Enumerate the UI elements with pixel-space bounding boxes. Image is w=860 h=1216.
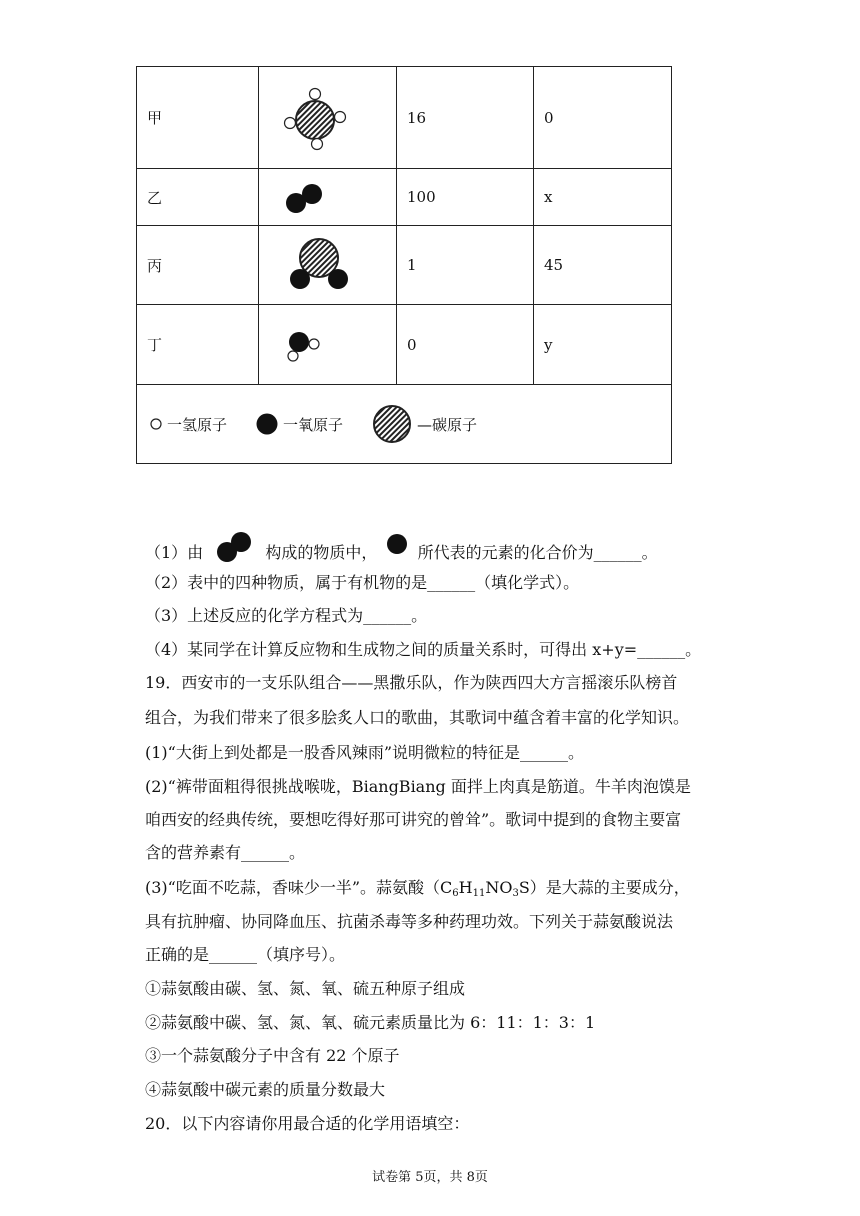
legend-row xyxy=(137,385,672,464)
mass-before: 0 xyxy=(397,305,534,385)
hydrogen-atom-icon xyxy=(149,417,163,431)
substance-name: 丙 xyxy=(137,226,259,305)
question-1: （1）由 构成的物质中， 所代表的元素的化合价为______。 xyxy=(145,530,658,566)
mass-after: x xyxy=(534,169,672,226)
exam-page: 甲 16 0 乙 100 x 丙 1 45 丁 0 y 一氢原子 一氧原子 —碳原子 （1）由 构成的物质中， 所代表的元素的化合价为______。 （2）表中的四种物质，属于有机物的是______（填化学式）。 （3）上述反应的化学方程式为______。 （4）某同学在计算反应物和生成物之间的质量关系时，可得出 x+y=______。 19．西安市的一支乐队组合——黑撒乐队，作为陕西四大方言摇滚乐队榜首 组合，为我们带来了很多脍炙人口的歌曲，其歌词中蕴含着丰富的化学知识。 (1)“大街上到处都是一股香风辣雨”说明微粒的特征是______。 (2)“裤带面粗得很挑战喉咙，BiangBiang 面拌上肉真是筋道。牛羊肉泡馍是 咱西安的经典传统，要想吃得好那可讲究的曾耸”。歌词中提到的食物主要富 含的营养素有______。 (3)“吃面不吃蒜，香味少一半”。蒜氨酸$(C_6H_{11}NO_3S)$是大蒜的主要成分， 具有抗肿瘤、协同降血压、抗菌杀毒等多种药理功效。下列关于蒜氨酸说法 正确的是______（填序号）。 ①蒜氨酸由碳、氢、氮、氧、硫五种原子组成 ②蒜氨酸中碳、氢、氮、氧、硫元素质量比为 6：11：1：3：1 ③一个蒜氨酸分子中含有 22 个原子 ④蒜氨酸中碳元素的质量分数最大 20．以下内容请你用最合适的化学用语填空： 试卷第 5页，共 8页 xyxy=(0,0,860,1216)
table-row xyxy=(137,226,672,305)
mass-after: y xyxy=(534,305,672,385)
table-row xyxy=(137,67,672,169)
oxygen-molecule-icon xyxy=(214,530,254,566)
question-19-3: (3)“吃面不吃蒜，香味少一半”。蒜氨酸$(C_6H_{11}NO_3S)$是大蒜的主要成分， xyxy=(145,878,690,899)
option-3: ③一个蒜氨酸分子中含有 22 个原子 xyxy=(145,1046,400,1065)
question-19-1: (1)“大街上到处都是一股香风辣雨”说明微粒的特征是______。 xyxy=(145,743,585,762)
mass-before: 1 xyxy=(397,226,534,305)
page-footer: 试卷第 5页，共 8页 xyxy=(372,1170,488,1185)
mass-before: 16 xyxy=(397,67,534,169)
table-row xyxy=(137,305,672,385)
mass-before: 100 xyxy=(397,169,534,226)
oxygen-molecule-icon xyxy=(269,169,407,225)
option-1: ①蒜氨酸由碳、氢、氮、氧、硫五种原子组成 xyxy=(145,979,466,998)
carbon-dioxide-molecule-icon xyxy=(269,226,407,304)
question-2: （2）表中的四种物质，属于有机物的是______（填化学式）。 xyxy=(145,573,580,592)
legend-carbon: —碳原子 xyxy=(371,403,477,445)
question-19-2: (2)“裤带面粗得很挑战喉咙，BiangBiang 面拌上肉真是筋道。牛羊肉泡馍是 xyxy=(145,777,691,796)
substance-name: 丁 xyxy=(137,305,259,385)
oxygen-atom-icon xyxy=(255,412,279,436)
option-2: ②蒜氨酸中碳、氢、氮、氧、硫元素质量比为 6：11：1：3：1 xyxy=(145,1013,596,1032)
water-molecule-icon xyxy=(269,306,407,384)
question-20: 20．以下内容请你用最合适的化学用语填空： xyxy=(145,1114,470,1133)
substance-name: 乙 xyxy=(137,169,259,226)
carbon-with-four-hydrogen-icon xyxy=(269,68,407,168)
table-row xyxy=(137,169,672,226)
carbon-atom-icon xyxy=(371,403,413,445)
molecule-table xyxy=(136,66,672,464)
substance-name: 甲 xyxy=(137,67,259,169)
legend-oxygen: 一氧原子 xyxy=(255,412,343,436)
question-3: （3）上述反应的化学方程式为______。 xyxy=(145,606,428,625)
oxygen-atom-icon xyxy=(384,534,410,560)
question-4: （4）某同学在计算反应物和生成物之间的质量关系时，可得出 x+y=______。 xyxy=(145,640,702,659)
legend xyxy=(137,385,671,463)
option-4: ④蒜氨酸中碳元素的质量分数最大 xyxy=(145,1080,386,1099)
legend-hydrogen: 一氢原子 xyxy=(149,414,227,435)
mass-after: 45 xyxy=(534,226,672,305)
mass-after: 0 xyxy=(534,67,672,169)
